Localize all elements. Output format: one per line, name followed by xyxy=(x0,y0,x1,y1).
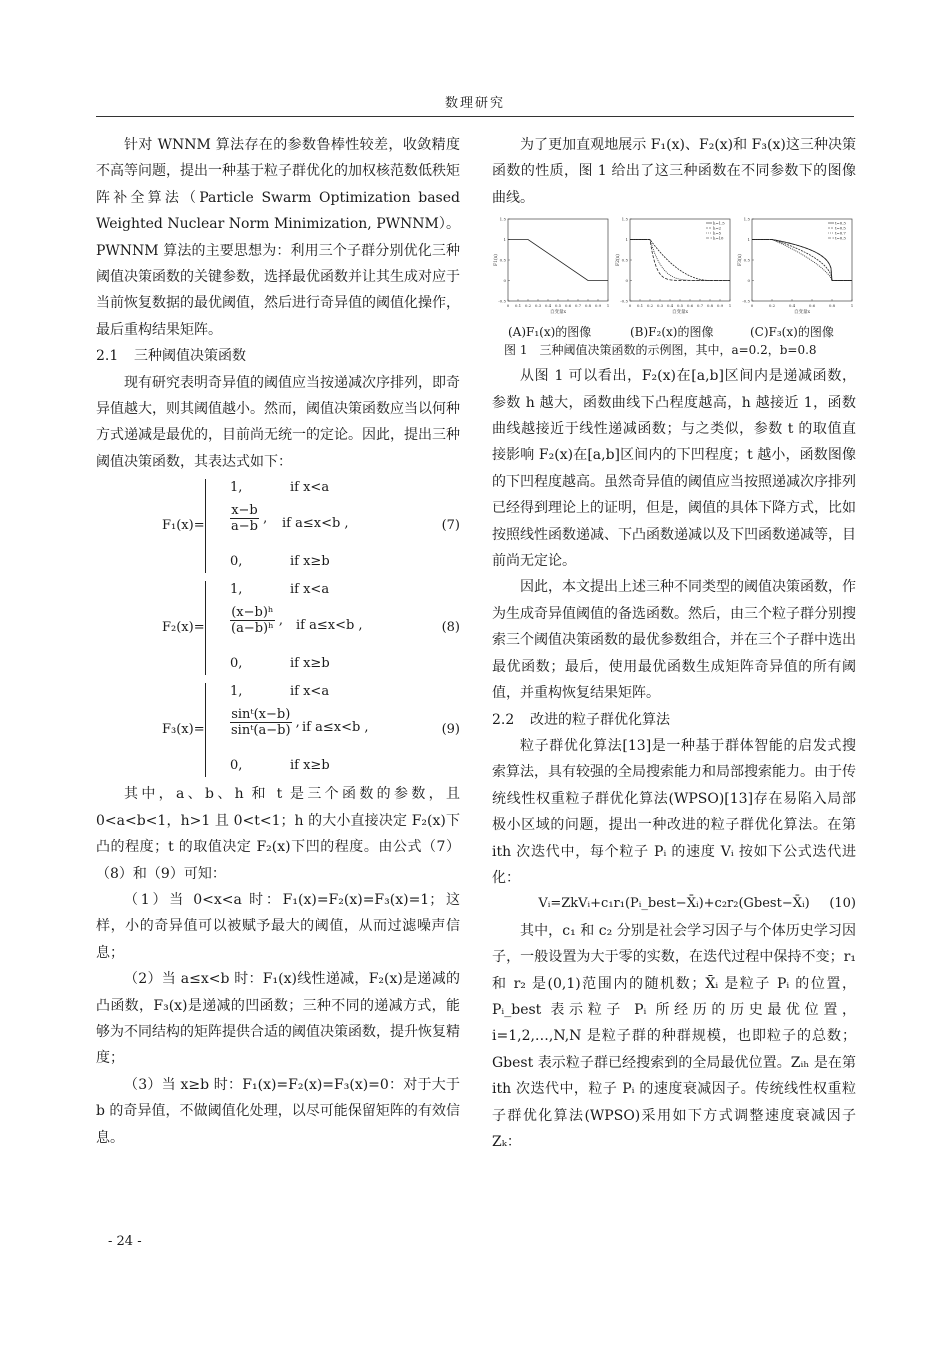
case-condition: if x<a xyxy=(290,582,330,598)
equation-lhs: F₃(x)= xyxy=(162,722,205,738)
paragraph: （2）当 a≤x<b 时：F₁(x)线性递减，F₂(x)是递减的凸函数，F₃(x)是递减的凹函数；三种不同的递减方式，能够为不同结构的矩阵提供合适的阈值决策函数，提升恢复精度； xyxy=(96,971,460,1067)
section-heading xyxy=(96,343,460,369)
x-tick-label: 0 xyxy=(506,303,510,309)
case-fraction: $\frac{x-b}{a-b}$ , xyxy=(231,503,268,535)
legend-label: t=0.7 xyxy=(835,230,846,236)
y-axis-label: F1(x) xyxy=(494,254,499,267)
y-tick-label: 1 xyxy=(503,237,506,243)
case-condition: if a≤x<b , xyxy=(302,720,369,736)
equation-body: Vᵢ=ZkVᵢ+c₁r₁(Pᵢ_best−X̄ᵢ)+c₂r₂(Gbest−X̄ᵢ) xyxy=(538,896,810,912)
y-tick-label: -0.5 xyxy=(498,298,506,304)
denominator: (a−b)ʰ xyxy=(231,621,274,637)
paragraph: （3）当 x≥b 时：F₁(x)=F₂(x)=F₃(x)=0：对于大于 b 的奇异值，不做阈值化处理，以尽可能保留矩阵的有效信息。 xyxy=(96,1076,460,1146)
y-axis-label: F2(x) xyxy=(616,254,621,267)
x-axis-label: 自变量x xyxy=(549,310,567,316)
equation-lhs: F₂(x)= xyxy=(162,620,205,636)
section-number: 2.1 xyxy=(96,348,119,365)
section-heading xyxy=(492,707,856,733)
legend-label: h=10 xyxy=(713,235,724,241)
equation-lhs: F₁(x)= xyxy=(162,518,205,534)
paragraph: 为了更加直观地展示 F₁(x)、F₂(x)和 F₃(x)这三种决策函数的性质，图 1 给出了这三种函数在不同参数下的图像曲线。 xyxy=(492,137,856,206)
paragraph: 其中，c₁ 和 c₂ 分别是社会学习因子与个体历史学习因子，一般设置为大于零的实数，在迭代过程中保持不变；r₁ 和 r₂ 是(0,1)范围内的随机数；X̄ᵢ 是粒子 Pᵢ 的位置，Pᵢ_best 表示粒子 Pᵢ 所经历的历史最优位置，i=1,2,…,N,N 是粒子群的种群规模，也即粒子的总数；Gbest 表示粒子群已经搜索到的全局最优位置。Zᵢₕ 是在第 ith 次迭代中，粒子 Pᵢ 的速度衰减因子。传统线性权重粒子群优化算法(WPSO)采用如下方式调整速度衰减因子 Zₖ： xyxy=(492,922,856,1150)
page-number: - 24 - xyxy=(108,1234,142,1249)
equation-brace xyxy=(205,683,206,777)
case-condition: if x<a xyxy=(290,684,330,700)
y-tick-label: -0.5 xyxy=(620,298,628,304)
y-tick-label: 0.5 xyxy=(743,257,750,263)
equation-number: (8) xyxy=(441,620,460,636)
x-tick-label: 1 xyxy=(728,303,732,309)
y-tick-label: 0 xyxy=(503,278,506,284)
y-axis-label: F3(x) xyxy=(738,254,743,267)
case-value: 0, xyxy=(230,554,243,570)
figure-sublabel: (A)F₁(x)的图像 xyxy=(508,325,592,340)
case-value: 1, xyxy=(230,480,243,496)
x-axis-label: 自变量x xyxy=(671,310,689,316)
legend-label: h=5 xyxy=(713,230,722,236)
x-tick-label: 0.6 xyxy=(808,303,816,309)
section-title: 改进的粒子群优化算法 xyxy=(530,711,670,728)
x-tick-label: 0.8 xyxy=(584,303,592,309)
case-value: 1, xyxy=(230,684,243,700)
equation-brace xyxy=(205,479,206,573)
legend-label: h=1.5 xyxy=(713,220,725,226)
x-tick-label: 0.8 xyxy=(706,303,714,309)
legend-label: h=2 xyxy=(713,225,722,231)
x-tick-label: 0 xyxy=(750,303,754,309)
x-tick-label: 0.4 xyxy=(544,303,552,309)
x-tick-label: 0.3 xyxy=(534,303,542,309)
x-tick-label: 1 xyxy=(850,303,854,309)
left-column xyxy=(96,132,460,1151)
figure-sublabels xyxy=(492,323,856,341)
x-tick-label: 0.7 xyxy=(696,303,704,309)
y-tick-label: 1 xyxy=(625,237,628,243)
figure-sublabel: (C)F₃(x)的图像 xyxy=(750,325,834,340)
x-axis-label: 自变量x xyxy=(793,310,811,316)
x-tick-label: 0.9 xyxy=(594,303,602,309)
numerator: (x−b)ʰ xyxy=(231,605,274,621)
case-condition: if x≥b xyxy=(290,554,330,570)
y-tick-label: 1 xyxy=(747,237,750,243)
y-tick-label: 0.5 xyxy=(621,257,628,263)
paragraph: 针对 WNNM 算法存在的参数鲁棒性较差，收敛精度不高等问题，提出一种基于粒子群优化的加权核范数低秩矩阵补全算法（Particle Swarm Optimization based Weighted Nuclear Norm Minimization, PWNNM）。PWNNM 算法的主要思想为：利用三个子群分别优化三种阈值决策函数的关键参数，选择最优函数并让其生成对应于当前恢复数据的最优阈值，然后进行奇异值的阈值化操作，最后重构结果矩阵。 xyxy=(96,137,460,338)
section-number: 2.2 xyxy=(492,711,515,728)
equation-10 xyxy=(492,891,856,917)
x-tick-label: 0.8 xyxy=(828,303,836,309)
y-tick-label: 1.5 xyxy=(621,216,628,222)
y-tick-label: 1.5 xyxy=(499,216,506,222)
x-tick-label: 0.2 xyxy=(646,303,654,309)
x-tick-label: 0.2 xyxy=(524,303,532,309)
y-tick-label: 0.5 xyxy=(499,257,506,263)
x-tick-label: 0.2 xyxy=(768,303,776,309)
denominator: sinᵗ(a−b) xyxy=(231,723,291,739)
right-column xyxy=(492,132,856,1155)
case-fraction: $\frac{\text{(x−b)ʰ}}{\text{(a−b)ʰ}}$ , xyxy=(231,605,283,637)
x-tick-label: 0.6 xyxy=(564,303,572,309)
case-condition: if x≥b xyxy=(290,758,330,774)
paragraph: 因此，本文提出上述三种不同类型的阈值决策函数，作为生成奇异值阈值的备选函数。然后，由三个粒子群分别搜索三个阈值决策函数的最优参数组合，并在三个子群中选出最优函数；最后，使用最优函数生成矩阵奇异值的所有阈值，并重构恢复结果矩阵。 xyxy=(492,579,856,702)
x-tick-label: 0.1 xyxy=(636,303,644,309)
denominator: a−b xyxy=(231,519,258,535)
header-rule xyxy=(96,116,854,117)
paragraph: 其中，a、b、h 和 t 是三个函数的参数，且 0<a<b<1，h>1 且 0<t<1；h 的大小直接决定 F₂(x)下凸的程度；t 的取值决定 F₂(x)下凹的程度。由公式（7）（8）和（9）可知： xyxy=(96,786,460,882)
equation-9 xyxy=(96,679,460,781)
paragraph: 粒子群优化算法[13]是一种基于群体智能的启发式搜索算法，具有较强的全局搜索能力和局部搜索能力。由于传统线性权重粒子群优化算法(WPSO)[13]存在易陷入局部极小区域的问题，提出一种改进的粒子群优化算法。在第 ith 次迭代中，每个粒子 Pᵢ 的速度 Vᵢ 按如下公式迭代进化： xyxy=(492,737,856,886)
case-condition: if a≤x<b , xyxy=(296,618,363,634)
x-tick-label: 0.1 xyxy=(514,303,522,309)
y-tick-label: 0 xyxy=(747,278,750,284)
x-tick-label: 0.6 xyxy=(686,303,694,309)
legend-label: t=0.3 xyxy=(835,220,846,226)
y-tick-label: 1.5 xyxy=(743,216,750,222)
x-tick-label: 1 xyxy=(606,303,610,309)
paragraph: 从图 1 可以看出，F₂(x)在[a,b]区间内是递减函数，参数 h 越大，函数曲线下凸程度越高，h 越接近 1，函数曲线越接近于线性递减函数；与之类似，参数 t 的取值直接影响 F₂(x)在[a,b]区间内的下凹程度；t 越小，函数图像的下凹程度越高。虽然奇异值的阈值应当按照递减次序排列已经得到理论上的证明，但是，阈值的具体下降方式，比如按照线性函数递减、下凸函数递减以及下凹函数递减等，目前尚无定论。 xyxy=(492,368,856,570)
paragraph: 现有研究表明奇异值的阈值应当按递减次序排列，即奇异值越大，则其阈值越小。然而，阈值决策函数应当以何种方式递减是最优的，目前尚无统一的定论。因此，提出三种阈值决策函数，其表达式如下： xyxy=(96,374,460,470)
section-title: 三种阈值决策函数 xyxy=(134,348,246,365)
equation-7 xyxy=(96,475,460,577)
legend-label: t=0.5 xyxy=(835,225,846,231)
x-tick-label: 0.9 xyxy=(716,303,724,309)
equation-number: (9) xyxy=(441,722,460,738)
y-tick-label: 0 xyxy=(625,278,628,284)
case-fraction: $\frac{\text{sinᵗ(x−b)}}{\text{sinᵗ(a−b)}}$ , xyxy=(231,707,300,739)
x-tick-label: 0.3 xyxy=(656,303,664,309)
paragraph: （1）当 0<x<a 时：F₁(x)=F₂(x)=F₃(x)=1；这样，小的奇异值可以被赋予最大的阈值，从而过滤噪声信息； xyxy=(96,891,460,961)
equation-8 xyxy=(96,577,460,679)
figure-1 xyxy=(492,213,856,323)
case-condition: if x≥b xyxy=(290,656,330,672)
y-tick-label: -0.5 xyxy=(742,298,750,304)
x-tick-label: 0.5 xyxy=(554,303,562,309)
case-condition: if x<a xyxy=(290,480,330,496)
x-tick-label: 0.7 xyxy=(574,303,582,309)
chart-f3 xyxy=(736,213,856,323)
numerator: sinᵗ(x−b) xyxy=(231,707,291,723)
legend-label: t=0.3 xyxy=(835,235,846,241)
running-header: 数理研究 xyxy=(444,96,505,111)
equation-brace xyxy=(205,581,206,675)
figure-sublabel: (B)F₂(x)的图像 xyxy=(630,325,714,340)
equation-number: (7) xyxy=(441,518,460,534)
case-value: 1, xyxy=(230,582,243,598)
equation-number: (10) xyxy=(829,896,856,912)
x-tick-label: 0.4 xyxy=(788,303,796,309)
x-tick-label: 0.5 xyxy=(676,303,684,309)
numerator: x−b xyxy=(231,503,258,519)
x-tick-label: 0.4 xyxy=(666,303,674,309)
figure-caption: 图 1 三种阈值决策函数的示例图，其中，a=0.2，b=0.8 xyxy=(504,343,817,358)
case-value: 0, xyxy=(230,656,243,672)
chart-f1 xyxy=(492,213,612,323)
case-condition: if a≤x<b , xyxy=(282,516,349,532)
case-value: 0, xyxy=(230,758,243,774)
x-tick-label: 0 xyxy=(628,303,632,309)
chart-f2 xyxy=(614,213,734,323)
